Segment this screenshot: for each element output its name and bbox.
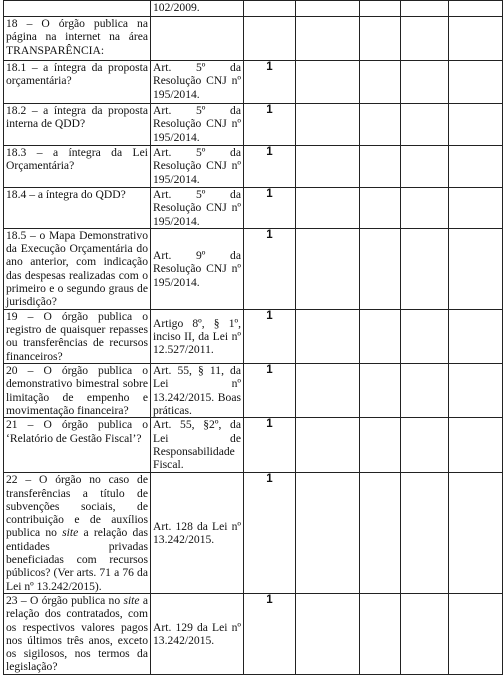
evaluation-cell-b xyxy=(360,593,401,674)
document-page xyxy=(3,0,502,675)
evaluation-cell-c xyxy=(401,188,449,229)
table-row xyxy=(4,228,503,309)
evaluation-cell-a xyxy=(296,473,360,594)
evaluation-cell-b xyxy=(360,61,401,104)
evaluation-cell-a xyxy=(296,364,360,418)
score-cell: 1 xyxy=(244,146,296,188)
evaluation-cell-b xyxy=(360,473,401,594)
score-cell: 1 xyxy=(244,418,296,473)
evaluation-cell-b xyxy=(360,418,401,473)
evaluation-cell-c xyxy=(401,228,449,309)
score-cell: 1 xyxy=(244,61,296,104)
table-row xyxy=(4,309,503,363)
evaluation-cell-d xyxy=(449,364,503,418)
table-row xyxy=(4,364,503,418)
score-cell xyxy=(244,17,296,61)
italic-term: site xyxy=(62,526,79,540)
evaluation-cell-d xyxy=(449,593,503,674)
evaluation-cell-d xyxy=(449,418,503,473)
evaluation-cell-d xyxy=(449,61,503,104)
score-cell: 1 xyxy=(244,309,296,363)
evaluation-cell-b xyxy=(360,1,401,17)
evaluation-cell-b xyxy=(360,146,401,188)
question-cell: 21 – O órgão publica o ‘Relatório de Gestão Fiscal’? xyxy=(4,418,151,473)
evaluation-cell-a xyxy=(296,418,360,473)
evaluation-cell-d xyxy=(449,188,503,229)
evaluation-cell-c xyxy=(401,146,449,188)
checklist-body xyxy=(4,1,503,675)
evaluation-cell-a xyxy=(296,309,360,363)
table-row xyxy=(4,1,503,17)
evaluation-cell-a xyxy=(296,188,360,229)
legal-reference-cell: Art. 9º da Resolução CNJ nº 195/2014. xyxy=(151,228,244,309)
score-cell: 1 xyxy=(244,104,296,146)
question-cell xyxy=(4,1,151,17)
evaluation-cell-c xyxy=(401,17,449,61)
score-cell: 1 xyxy=(244,188,296,229)
legal-reference-cell: 102/2009. xyxy=(151,1,244,17)
evaluation-cell-a xyxy=(296,593,360,674)
legal-reference-cell: Art. 5º da Resolução CNJ nº 195/2014. xyxy=(151,146,244,188)
evaluation-cell-b xyxy=(360,17,401,61)
score-cell: 1 xyxy=(244,364,296,418)
question-cell: 18.3 – a íntegra da Lei Orçamentária? xyxy=(4,146,151,188)
evaluation-cell-a xyxy=(296,104,360,146)
evaluation-cell-d xyxy=(449,473,503,594)
legal-reference-cell xyxy=(151,17,244,61)
evaluation-cell-b xyxy=(360,309,401,363)
evaluation-cell-c xyxy=(401,1,449,17)
table-row xyxy=(4,188,503,229)
evaluation-cell-d xyxy=(449,17,503,61)
table-row xyxy=(4,418,503,473)
table-row xyxy=(4,17,503,61)
score-cell: 1 xyxy=(244,473,296,594)
evaluation-cell-c xyxy=(401,309,449,363)
legal-reference-cell: Art. 55, § 11, da Lei nº 13.242/2015. Boas práticas. xyxy=(151,364,244,418)
score-cell xyxy=(244,1,296,17)
evaluation-cell-b xyxy=(360,228,401,309)
evaluation-cell-c xyxy=(401,61,449,104)
evaluation-cell-b xyxy=(360,104,401,146)
legal-reference-cell: Art. 55, §2º, da Lei de Responsabilidade Fiscal. xyxy=(151,418,244,473)
table-row xyxy=(4,593,503,674)
evaluation-cell-b xyxy=(360,188,401,229)
question-cell: 18.1 – a íntegra da proposta orçamentária? xyxy=(4,61,151,104)
evaluation-cell-c xyxy=(401,364,449,418)
table-row xyxy=(4,61,503,104)
legal-reference-cell: Art. 128 da Lei nº 13.242/2015. xyxy=(151,473,244,594)
table-row xyxy=(4,146,503,188)
question-cell: 22 – O órgão no caso de transferências a título de subvenções sociais, de contribuição e de auxílios publica no site a relação das entidades privadas beneficiadas com recursos públicos? (Ver arts. 71 a 76 da Lei nº 13.242/2015). xyxy=(4,473,151,594)
evaluation-cell-c xyxy=(401,418,449,473)
evaluation-cell-d xyxy=(449,104,503,146)
evaluation-cell-a xyxy=(296,146,360,188)
question-cell: 18 – O órgão publica na página na internet na área TRANSPARÊNCIA: xyxy=(4,17,151,61)
evaluation-cell-a xyxy=(296,17,360,61)
question-cell: 19 – O órgão publica o registro de quaisquer repasses ou transferências de recursos financeiros? xyxy=(4,309,151,363)
question-cell: 18.4 – a íntegra do QDD? xyxy=(4,188,151,229)
legal-reference-cell: Art. 5º da Resolução CNJ nº 195/2014. xyxy=(151,188,244,229)
question-cell: 23 – O órgão publica no site a relação dos contratados, com os respectivos valores pagos nos últimos três anos, exceto os sigilosos, nos termos da legislação? xyxy=(4,593,151,674)
evaluation-cell-d xyxy=(449,1,503,17)
evaluation-cell-c xyxy=(401,593,449,674)
table-row xyxy=(4,104,503,146)
legal-reference-cell: Art. 129 da Lei nº 13.242/2015. xyxy=(151,593,244,674)
question-cell: 20 – O órgão publica o demonstrativo bimestral sobre limitação de empenho e movimentação financeira? xyxy=(4,364,151,418)
evaluation-cell-c xyxy=(401,473,449,594)
checklist-table xyxy=(3,0,503,675)
evaluation-cell-a xyxy=(296,61,360,104)
score-cell: 1 xyxy=(244,228,296,309)
evaluation-cell-c xyxy=(401,104,449,146)
legal-reference-cell: Art. 5º da Resolução CNJ nº 195/2014. xyxy=(151,104,244,146)
evaluation-cell-a xyxy=(296,228,360,309)
evaluation-cell-d xyxy=(449,146,503,188)
question-cell: 18.5 – o Mapa Demonstrativo da Execução Orçamentária do ano anterior, com indicação das despesas realizadas com o primeiro e o segundo graus de jurisdição? xyxy=(4,228,151,309)
evaluation-cell-d xyxy=(449,228,503,309)
evaluation-cell-b xyxy=(360,364,401,418)
question-cell: 18.2 – a íntegra da proposta interna de QDD? xyxy=(4,104,151,146)
legal-reference-cell: Artigo 8º, § 1º, inciso II, da Lei nº 12.527/2011. xyxy=(151,309,244,363)
evaluation-cell-d xyxy=(449,309,503,363)
legal-reference-cell: Art. 5º da Resolução CNJ nº 195/2014. xyxy=(151,61,244,104)
score-cell: 1 xyxy=(244,593,296,674)
evaluation-cell-a xyxy=(296,1,360,17)
italic-term: site xyxy=(123,593,140,607)
table-row xyxy=(4,473,503,594)
